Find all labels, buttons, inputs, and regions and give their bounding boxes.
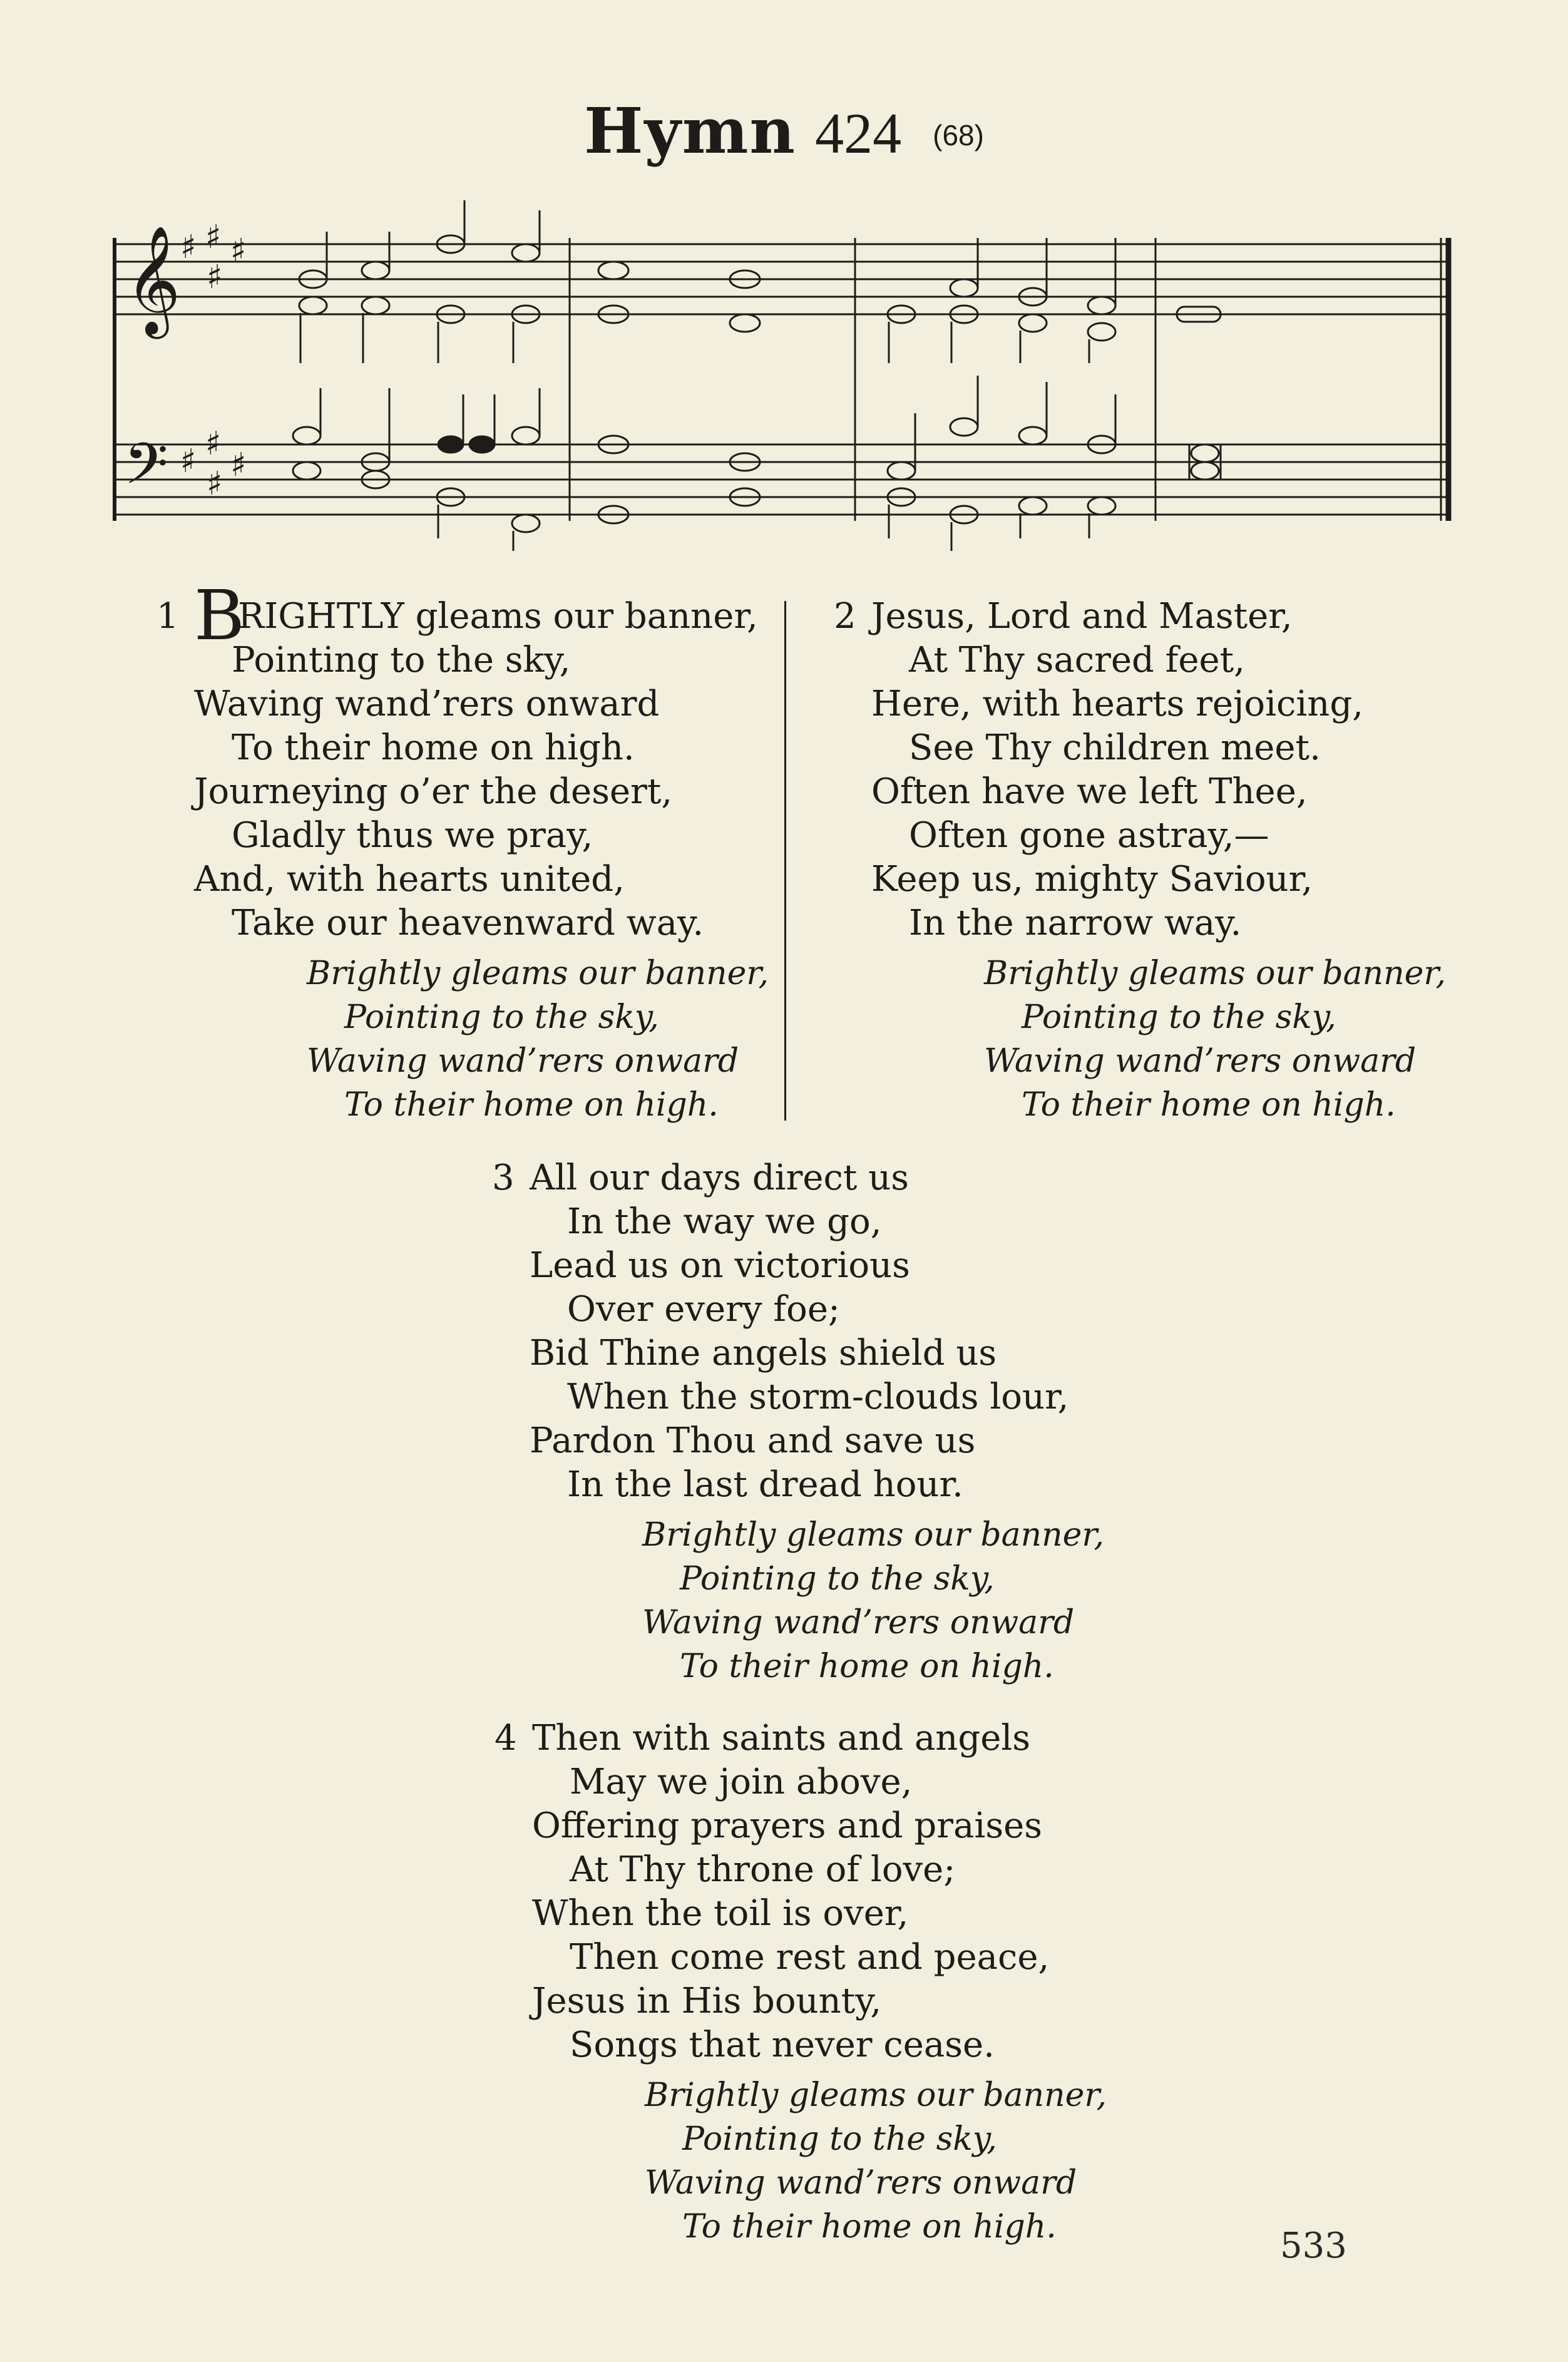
refrain-line: Waving wand’rers onward — [642, 1604, 1075, 1641]
verse-2 — [834, 595, 1447, 1127]
refrain-line: To their home on high. — [682, 2208, 1057, 2246]
verse-line: Then with saints and angels — [532, 1718, 1030, 1759]
verse-line: See Thy children meet. — [909, 727, 1321, 768]
refrain-line: To their home on high. — [1022, 1086, 1396, 1124]
refrain-line: To their home on high. — [680, 1648, 1054, 1685]
verse-line: Gladly thus we pray, — [232, 815, 593, 856]
verse-number: 3 — [492, 1158, 515, 1198]
svg-text:♯: ♯ — [180, 443, 197, 480]
verse-1 — [156, 575, 769, 1127]
verse-line: And, with hearts united, — [194, 859, 625, 900]
verse-line: Pointing to the sky, — [232, 640, 571, 680]
refrain — [194, 952, 769, 1127]
verse-line: Often gone astray,— — [909, 815, 1269, 856]
column-divider — [784, 601, 786, 1121]
verse-number: 1 — [156, 596, 179, 637]
svg-text:♯: ♯ — [230, 232, 247, 270]
verse-line: In the last dread hour. — [567, 1464, 963, 1505]
verse-4 — [494, 1717, 1107, 2249]
verse-line: Offering prayers and praises — [532, 1805, 1042, 1846]
verse-line: Songs that never cease. — [570, 2025, 995, 2065]
verse-line: At Thy sacred feet, — [909, 640, 1245, 680]
verse-line: Lead us on victorious — [530, 1245, 910, 1286]
drop-cap: B — [194, 575, 245, 655]
hymn-title — [0, 94, 1568, 168]
svg-text:♯: ♯ — [180, 228, 197, 266]
refrain-line: Brightly gleams our banner, — [645, 2077, 1107, 2114]
verse-3 — [492, 1156, 1105, 1688]
verse-line: Over every foe; — [567, 1289, 840, 1330]
verse-line: Take our heavenward way. — [232, 903, 704, 943]
page-number: 533 — [1280, 2226, 1347, 2266]
refrain-line: Waving wand’rers onward — [645, 2164, 1077, 2202]
refrain-line: Pointing to the sky, — [1022, 999, 1336, 1036]
refrain-line: Pointing to the sky, — [682, 2120, 997, 2158]
svg-text:♯: ♯ — [207, 259, 223, 296]
verse-line: Journeying o’er the desert, — [194, 771, 673, 812]
refrain-line: Brightly gleams our banner, — [984, 955, 1447, 992]
refrain-line: Brightly gleams our banner, — [642, 1516, 1105, 1554]
treble-notes — [299, 200, 1221, 363]
refrain-line: Pointing to the sky, — [680, 1560, 995, 1598]
refrain — [871, 952, 1446, 1127]
verse-line: In the way we go, — [567, 1201, 882, 1242]
verse-first-line: RIGHTLY gleams our banner, — [238, 596, 758, 637]
verse-number: 2 — [834, 596, 856, 637]
verse-line — [194, 575, 769, 655]
tune-reference: (68) — [933, 119, 984, 151]
refrain-line: To their home on high. — [344, 1086, 719, 1124]
key-signature-icon — [180, 218, 246, 503]
verse-line: Pardon Thou and save us — [530, 1420, 976, 1461]
verse-line: Jesus in His bounty, — [532, 1981, 882, 2021]
bass-clef-icon: 𝄢 — [124, 431, 168, 511]
verse-line: When the storm-clouds lour, — [567, 1377, 1069, 1417]
treble-staff — [113, 244, 1451, 314]
bass-staff — [113, 444, 1451, 515]
refrain — [530, 1513, 1104, 1688]
music-score — [113, 200, 1458, 551]
refrain — [532, 2073, 1107, 2249]
verse-number: 4 — [494, 1718, 517, 1759]
hymn-number: 424 — [815, 101, 902, 165]
refrain-line: Brightly gleams our banner, — [307, 955, 769, 992]
verse-line: In the narrow way. — [909, 903, 1242, 943]
treble-clef-icon: 𝄞 — [125, 225, 181, 334]
verse-line: Often have we left Thee, — [871, 771, 1308, 812]
bass-notes — [293, 376, 1221, 551]
verse-line: Bid Thine angels shield us — [530, 1333, 997, 1374]
title-word: Hymn — [584, 94, 797, 168]
refrain-line: Pointing to the sky, — [344, 999, 659, 1036]
refrain-line: Waving wand’rers onward — [307, 1042, 739, 1080]
svg-text:♯: ♯ — [207, 465, 223, 503]
verse-line: When the toil is over, — [532, 1893, 909, 1934]
svg-text:♯: ♯ — [205, 218, 222, 256]
svg-text:♯: ♯ — [230, 446, 247, 484]
refrain-line: Waving wand’rers onward — [984, 1042, 1417, 1080]
verse-line: To their home on high. — [232, 727, 635, 768]
verse-line: All our days direct us — [530, 1158, 909, 1198]
verse-line: Then come rest and peace, — [570, 1937, 1050, 1978]
verse-line: Waving wand’rers onward — [194, 684, 660, 724]
verse-line: Jesus, Lord and Master, — [871, 596, 1293, 637]
verse-line: At Thy throne of love; — [570, 1849, 956, 1890]
verse-line: Keep us, mighty Saviour, — [871, 859, 1313, 900]
svg-text:♯: ♯ — [205, 425, 222, 463]
verse-line: Here, with hearts rejoicing, — [871, 684, 1363, 724]
verse-line: May we join above, — [570, 1762, 913, 1802]
